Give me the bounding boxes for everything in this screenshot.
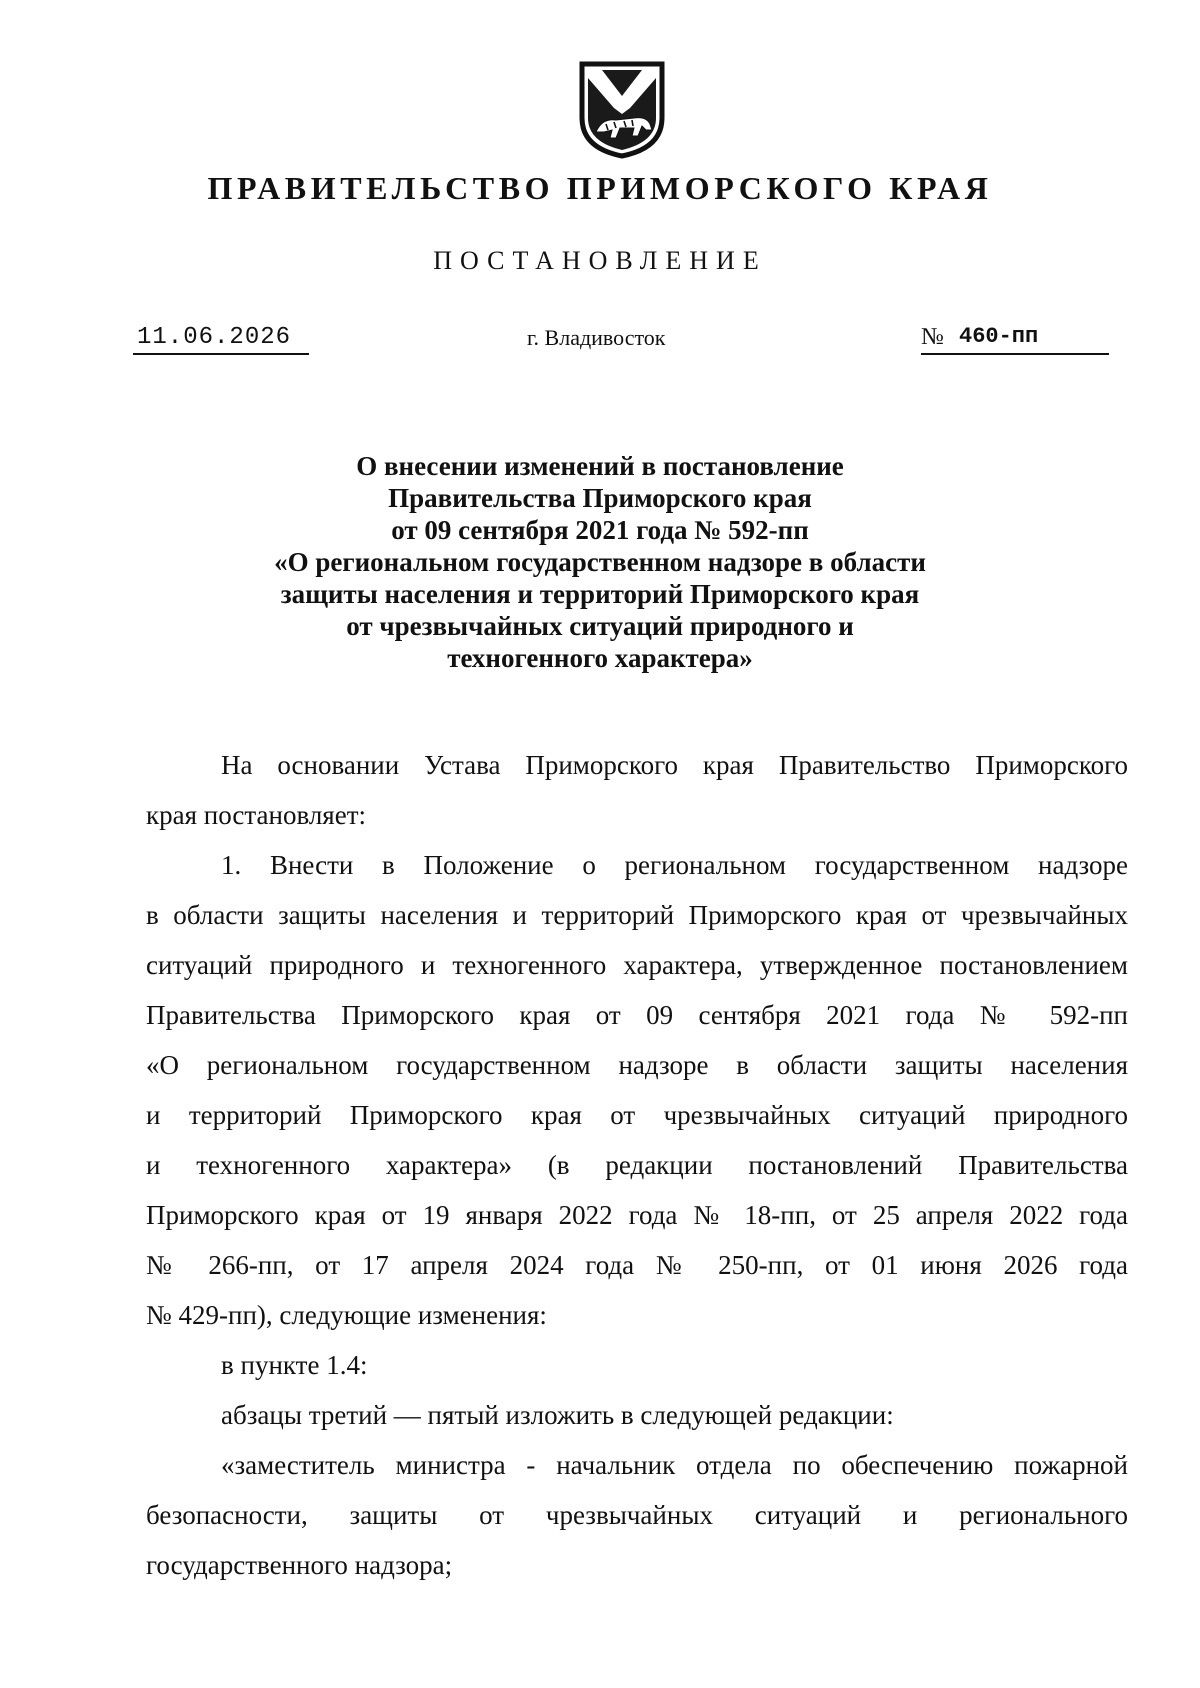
document-number: 460-пп [959,324,1039,349]
paragraph-item-1 [146,840,1128,1340]
heading-line: техногенного характера» [447,643,753,673]
heading-line: защиты населения и территорий Приморского края [280,579,920,609]
document-city: г. Владивосток [527,325,666,350]
text-line: и техногенного характера» (в редакции постановлений Правительства [146,1150,1128,1180]
text-line: в пункте 1.4: [221,1350,368,1380]
paragraph-clause [146,1340,1128,1390]
heading-line: О внесении изменений в постановление [356,451,844,481]
text-line: в области защиты населения и территорий Приморского края от чрезвычайных [146,900,1128,930]
text-line: государственного надзора; [146,1550,453,1580]
text-line: № 266-пп, от 17 апреля 2024 года № 250-пп, от 01 июня 2026 года [146,1250,1128,1280]
government-name: ПРАВИТЕЛЬСТВО ПРИМОРСКОГО КРАЯ [207,170,993,206]
document-type: ПОСТАНОВЛЕНИЕ [433,246,767,275]
paragraph-new-text [146,1440,1128,1590]
heading-line: Правительства Приморского края [388,483,812,513]
text-line: ситуаций природного и техногенного характера, утвержденное постановлением [146,950,1128,980]
heading-line: «О региональном государственном надзоре в области [274,547,926,577]
paragraph-instruction [146,1390,1128,1440]
heading-line: от 09 сентября 2021 года № 592-пп [391,515,809,545]
coat-of-arms-icon [576,58,668,160]
text-line: 1. Внести в Положение о региональном государственном надзоре [221,850,1128,880]
document-date: 11.06.2026 [133,323,309,355]
text-line: Приморского края от 19 января 2022 года № 18-пп, от 25 апреля 2022 года [146,1200,1128,1230]
text-line: № 429-пп), следующие изменения: [146,1300,547,1330]
document-number-field [921,320,1109,355]
heading-line: от чрезвычайных ситуаций природного и [346,611,854,641]
text-line: безопасности, защиты от чрезвычайных ситуаций и регионального [146,1500,1128,1530]
text-line: На основании Устава Приморского края Правительство Приморского [221,750,1128,780]
text-line: «заместитель министра - начальник отдела по обеспечению пожарной [221,1450,1128,1480]
number-sign: № [921,324,944,350]
text-line: Правительства Приморского края от 09 сентября 2021 года № 592-пп [146,1000,1128,1030]
paragraph-legal-basis [146,740,1128,840]
text-line: «О региональном государственном надзоре в области защиты населения [146,1050,1128,1080]
text-line: края постановляет: [146,800,367,830]
text-line: и территорий Приморского края от чрезвычайных ситуаций природного [146,1100,1128,1130]
document-heading [0,450,1200,674]
text-line: абзацы третий — пятый изложить в следующей редакции: [221,1400,894,1430]
